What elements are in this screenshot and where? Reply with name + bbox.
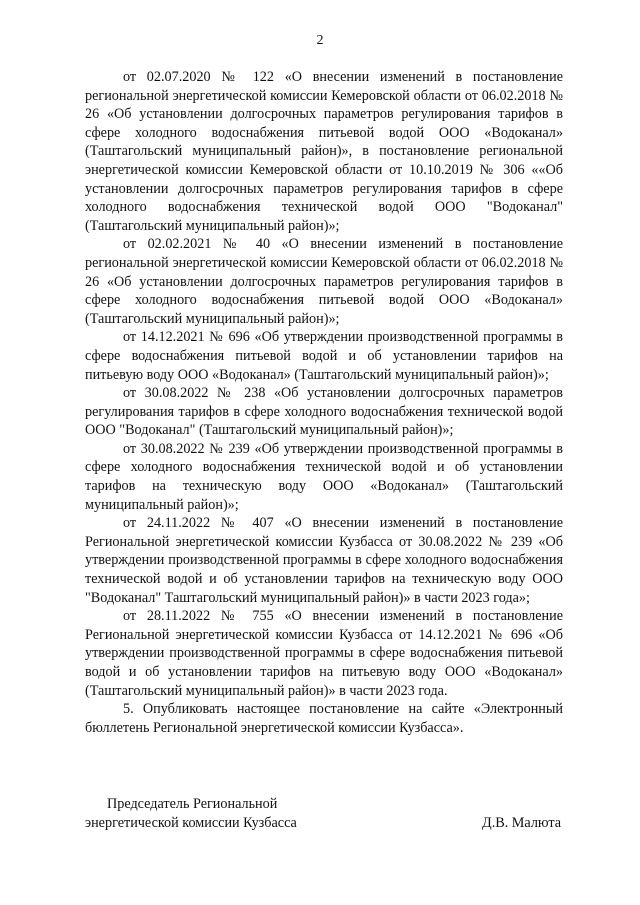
paragraph-ref-238: от 30.08.2022 № 238 «Об установлении долгосрочных параметров регулирования тарифов в сфере холодного водоснабжения технической водой ООО "Водоканал" (Таштагольский муниципальный район)»; — [85, 385, 563, 439]
paragraph-ref-407: от 24.11.2022 № 407 «О внесении изменений в постановление Региональной энергетической комиссии Кузбасса от 30.08.2022 № 239 «Об утверждении производственной программы в сфере холодного водоснабжения технической водой и об установлении тарифов на техническую воду ООО "Водоканал" Таштагольский муниципальный район)» в части 2023 года»; — [85, 515, 563, 606]
signatory-title-line-1: Председатель Региональной — [107, 796, 278, 812]
signatory-title — [85, 795, 445, 832]
paragraph-ref-696: от 14.12.2021 № 696 «Об утверждении производственной программы в сфере водоснабжения питьевой водой и об установлении тарифов на питьевую воду ООО «Водоканал» (Таштагольский муниципальный район)»; — [85, 329, 563, 383]
signatory-title-line-2: энергетической комиссии Кузбасса — [85, 814, 297, 831]
signature-block — [85, 795, 563, 835]
paragraph-ref-122: от 02.07.2020 № 122 «О внесении изменений в постановление региональной энергетической комиссии Кемеровской области от 06.02.2018 № 26 «Об установлении долгосрочных параметров регулирования тарифов в сфере холодного водоснабжения питьевой водой ООО «Водоканал» (Таштагольский муниципальный район)», в постановление региональной энергетической комиссии Кемеровской области от 10.10.2019 № 306 ««Об установлении долгосрочных параметров регулирования тарифов в сфере холодного водоснабжения технической водой ООО "Водоканал" (Таштагольский муниципальный район)»; — [85, 69, 563, 234]
paragraph-publish: 5. Опубликовать настоящее постановление на сайте «Электронный бюллетень Региональной энергетической комиссии Кузбасса». — [85, 701, 563, 736]
paragraph-ref-40: от 02.02.2021 № 40 «О внесении изменений в постановление региональной энергетической комиссии Кемеровской области от 06.02.2018 № 26 «Об установлении долгосрочных параметров регулирования тарифов в сфере холодного водоснабжения питьевой водой ООО «Водоканал» (Таштагольский муниципальный район)»; — [85, 236, 563, 327]
paragraph-ref-239: от 30.08.2022 № 239 «Об утверждении производственной программы в сфере холодного водоснабжения технической водой и об установлении тарифов на техническую воду ООО «Водоканал» (Таштагольский муниципальный район)»; — [85, 440, 563, 513]
document-body — [85, 68, 563, 737]
paragraph-ref-755: от 28.11.2022 № 755 «О внесении изменений в постановление Региональной энергетической комиссии Кузбасса от 14.12.2021 № 696 «Об утверждении производственной программы в сфере водоснабжения питьевой водой и об установлении тарифов на питьевую воду ООО «Водоканал» (Таштагольский муниципальный район)» в части 2023 года. — [85, 608, 563, 699]
page-number: 2 — [316, 33, 324, 48]
signatory-name: Д.В. Малюта — [482, 814, 561, 831]
